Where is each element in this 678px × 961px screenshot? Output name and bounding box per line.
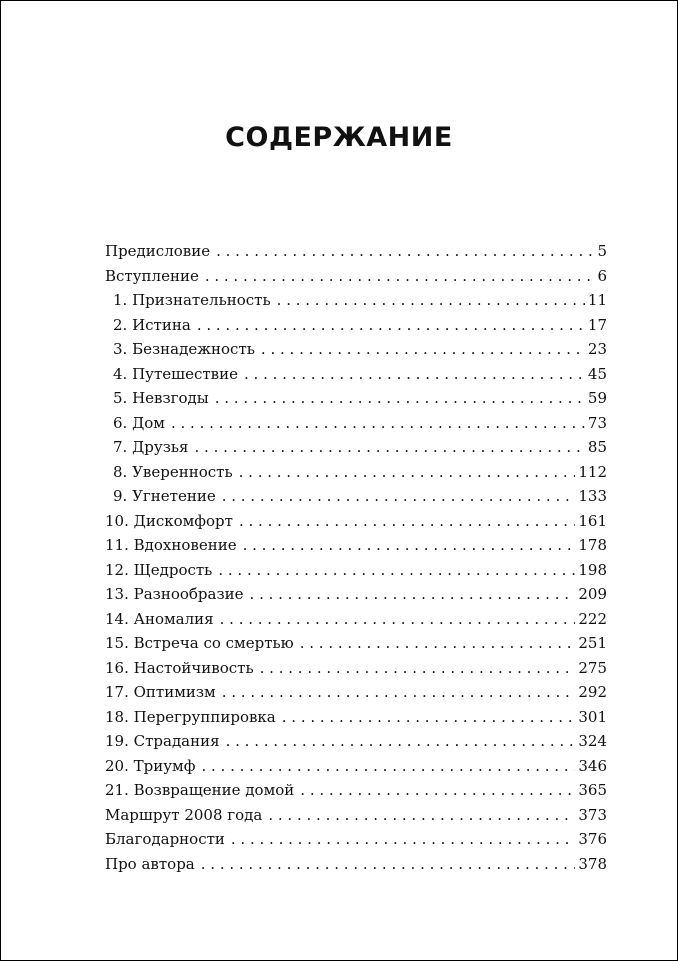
toc-entry — [105, 558, 607, 583]
toc-entry-page-number: 17 — [587, 315, 607, 334]
toc-entry-title: Маршрут 2008 года — [105, 805, 263, 824]
toc-entry — [105, 729, 607, 754]
toc-entry-page-number: 59 — [587, 389, 607, 407]
toc-entry — [105, 337, 607, 362]
toc-entry-page-number: 324 — [578, 732, 607, 750]
dot-leader — [260, 656, 576, 681]
toc-entry-title: Вступление — [105, 266, 199, 285]
toc-entry-title: 17. Оптимизм — [105, 683, 216, 701]
dot-leader — [226, 729, 576, 754]
dot-leader — [277, 288, 585, 313]
dot-leader — [201, 754, 575, 779]
toc-entry — [105, 460, 607, 485]
dot-leader — [250, 582, 576, 607]
toc-entry — [105, 631, 607, 656]
toc-entry — [105, 827, 607, 852]
toc-entry-title: 19. Страдания — [105, 732, 220, 750]
toc-entry-page-number: 6 — [597, 266, 607, 285]
dot-leader — [220, 607, 576, 632]
toc-entry — [105, 288, 607, 313]
toc-entry — [105, 386, 607, 411]
toc-entry-title: 4. Путешествие — [113, 364, 239, 383]
toc-entry — [105, 705, 607, 730]
dot-leader — [222, 484, 576, 509]
dot-leader — [222, 680, 576, 705]
toc-entry-page-number: 73 — [587, 413, 607, 432]
toc-entry-page-number: 23 — [587, 340, 607, 358]
dot-leader — [239, 509, 575, 534]
toc-entry-title: 1. Признательность — [113, 291, 271, 309]
dot-leader — [261, 337, 585, 362]
toc-entry-title: Предисловие — [105, 242, 211, 260]
toc-entry-title: 18. Перегруппировка — [105, 707, 276, 726]
toc-entry-page-number: 365 — [578, 781, 607, 799]
dot-leader — [218, 558, 575, 583]
toc-entry — [105, 411, 607, 436]
toc-entry-page-number: 222 — [578, 609, 607, 628]
dot-leader — [195, 435, 585, 460]
toc-entry — [105, 435, 607, 460]
toc-entry-page-number: 178 — [578, 536, 607, 554]
toc-entry-page-number: 301 — [578, 707, 607, 726]
toc-entry-page-number: 85 — [587, 438, 607, 456]
toc-entry — [105, 680, 607, 705]
toc-entry-title: 13. Разнообразие — [105, 585, 244, 603]
toc-entry-title: 15. Встреча со смертью — [105, 634, 294, 652]
toc-entry-page-number: 292 — [578, 683, 607, 701]
toc-entry-page-number: 251 — [578, 634, 607, 652]
page-title: СОДЕРЖАНИЕ — [225, 122, 453, 153]
toc-entry-title: 3. Безнадежность — [113, 340, 255, 358]
toc-entry — [105, 313, 607, 338]
toc-entry-title: 2. Истина — [113, 315, 191, 334]
toc-entry — [105, 264, 607, 289]
toc-entry-title: 5. Невзгоды — [113, 389, 209, 407]
toc-entry-page-number: 112 — [578, 462, 607, 481]
toc-entry-title: 10. Дискомфорт — [105, 511, 233, 530]
dot-leader — [300, 778, 575, 803]
dot-leader — [216, 239, 594, 264]
toc-entry-title: 21. Возвращение домой — [105, 781, 295, 799]
dot-leader — [201, 852, 576, 877]
toc-entry-page-number: 373 — [578, 805, 607, 824]
toc-entry-page-number: 209 — [578, 585, 607, 603]
toc-entry-page-number: 378 — [578, 854, 607, 873]
toc-entry — [105, 778, 607, 803]
toc-entry-title: Благодарности — [105, 830, 225, 848]
toc-entry — [105, 754, 607, 779]
toc-entry-page-number: 161 — [578, 511, 607, 530]
dot-leader — [205, 264, 595, 289]
toc-entry-title: 16. Настойчивость — [105, 658, 254, 677]
toc-entry-page-number: 45 — [587, 364, 607, 383]
toc-entry — [105, 582, 607, 607]
toc-entry-title: 20. Триумф — [105, 756, 196, 775]
toc-entry — [105, 803, 607, 828]
dot-leader — [215, 386, 585, 411]
dot-leader — [243, 533, 576, 558]
toc-entry-page-number: 346 — [578, 756, 607, 775]
toc-entry-page-number: 275 — [578, 658, 607, 677]
toc-entry — [105, 607, 607, 632]
toc-entry — [105, 656, 607, 681]
toc-entry — [105, 852, 607, 877]
dot-leader — [197, 313, 585, 338]
toc-entry — [105, 533, 607, 558]
dot-leader — [268, 803, 575, 828]
dot-leader — [171, 411, 585, 436]
dot-leader — [300, 631, 576, 656]
dot-leader — [244, 362, 585, 387]
dot-leader — [239, 460, 576, 485]
toc-entry-title: 9. Угнетение — [113, 487, 216, 505]
toc-entry — [105, 484, 607, 509]
toc-entry-page-number: 198 — [578, 560, 607, 579]
table-of-contents — [105, 239, 607, 876]
toc-entry-title: 7. Друзья — [113, 438, 189, 456]
toc-entry-page-number: 376 — [578, 830, 607, 848]
dot-leader — [231, 827, 575, 852]
toc-entry-title: 6. Дом — [113, 413, 165, 432]
toc-entry-title: 14. Аномалия — [105, 609, 214, 628]
toc-entry-title: 11. Вдохновение — [105, 536, 237, 554]
toc-entry — [105, 239, 607, 264]
toc-entry — [105, 509, 607, 534]
toc-entry-page-number: 133 — [578, 487, 607, 505]
dot-leader — [282, 705, 576, 730]
toc-entry-title: 12. Щедрость — [105, 560, 213, 579]
toc-entry-page-number: 11 — [587, 291, 607, 309]
toc-entry-title: Про автора — [105, 854, 195, 873]
toc-entry — [105, 362, 607, 387]
toc-entry-page-number: 5 — [597, 242, 607, 260]
toc-entry-title: 8. Уверенность — [113, 462, 233, 481]
